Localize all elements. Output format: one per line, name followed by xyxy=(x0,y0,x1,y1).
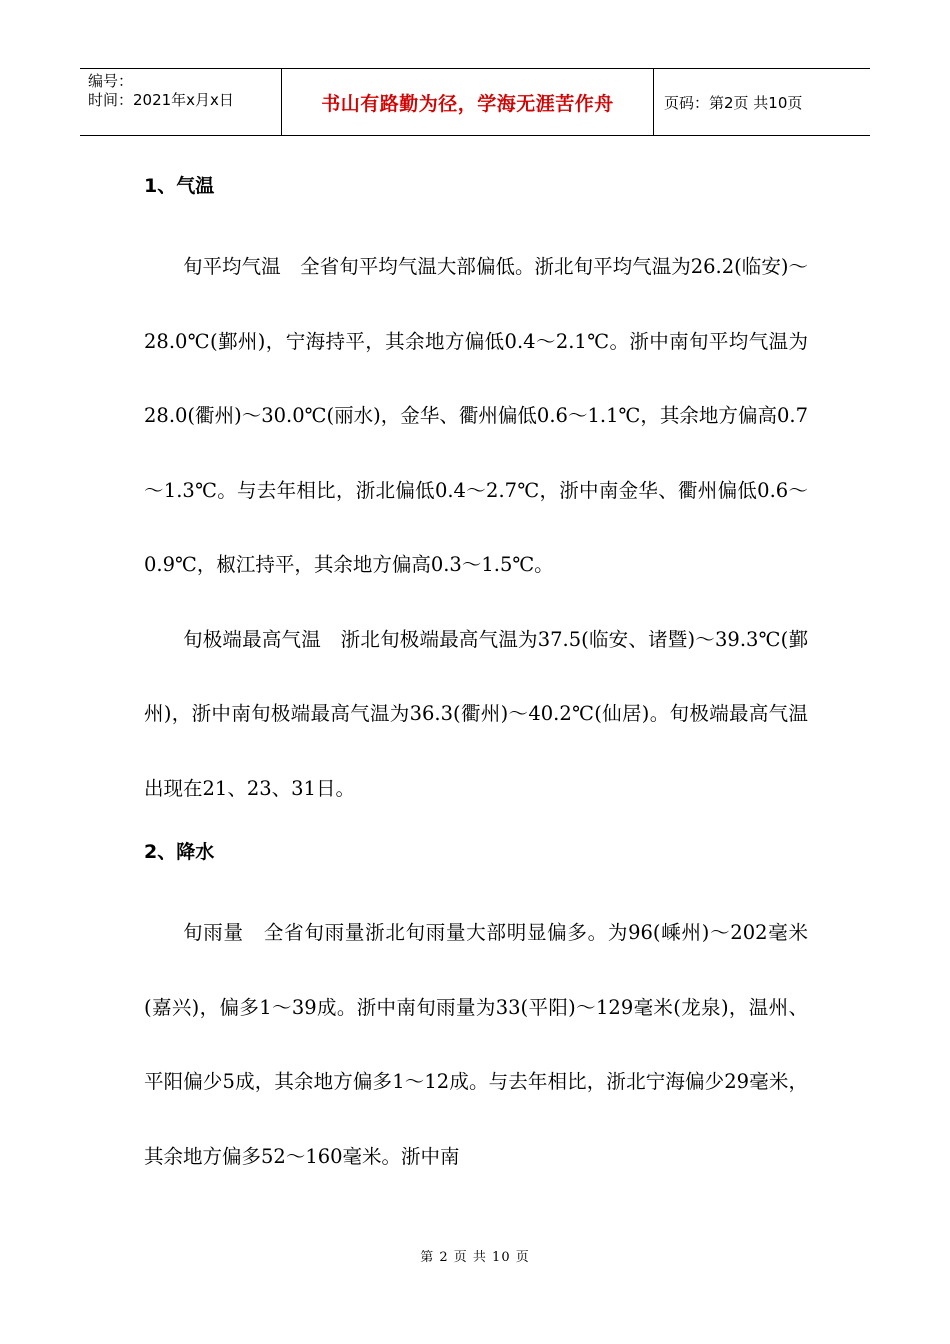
document-body xyxy=(144,160,808,1194)
section-heading-precipitation: 2、降水 xyxy=(144,841,215,863)
document-header xyxy=(80,68,870,136)
header-motto: 书山有路勤为径，学海无涯苦作舟 xyxy=(282,69,654,135)
paragraph-max-temperature xyxy=(144,603,808,827)
header-meta-cell xyxy=(80,69,282,135)
header-page-info: 页码：第2页 共10页 xyxy=(664,93,803,112)
paragraph-text: 全省旬平均气温大部偏低。浙北旬平均气温为26.2(临安)～28.0℃(鄞州)，宁海持平，其余地方偏低0.4～2.1℃。浙中南旬平均气温为28.0(衢州)～30.0℃(丽水)，金华、衢州偏低0.6～1.1℃，其余地方偏高0.7～1.3℃。与去年相比，浙北偏低0.4～2.7℃，浙中南金华、衢州偏低0.6～0.9℃，椒江持平，其余地方偏高0.3～1.5℃。 xyxy=(144,255,808,576)
number-label: 编号： xyxy=(88,72,134,90)
paragraph-term: 旬极端最高气温 xyxy=(183,627,321,651)
paragraph-term: 旬平均气温 xyxy=(183,255,281,278)
paragraph-rainfall xyxy=(144,896,808,1194)
paragraph-avg-temperature xyxy=(144,230,808,603)
paragraph-text: 浙北旬极端最高气温为37.5(临安、诸暨)～39.3℃(鄞州)，浙中南旬极端最高气温为36.3(衢州)～40.2℃(仙居)。旬极端最高气温出现在21、23、31日。 xyxy=(144,627,808,800)
paragraph-text: 全省旬雨量浙北旬雨量大部明显偏多。为96(嵊州)～202毫米(嘉兴)，偏多1～39成。浙中南旬雨量为33(平阳)～129毫米(龙泉)，温州、平阳偏少5成，其余地方偏多1～12成。与去年相比，浙北宁海偏少29毫米，其余地方偏多52～160毫米。浙中南 xyxy=(144,921,808,1168)
section-heading-temperature: 1、气温 xyxy=(144,175,215,197)
page-footer: 第 2 页 共 10 页 xyxy=(420,1250,530,1265)
time-label: 时间：2021年x月x日 xyxy=(88,91,234,109)
paragraph-term: 旬雨量 xyxy=(183,921,244,944)
